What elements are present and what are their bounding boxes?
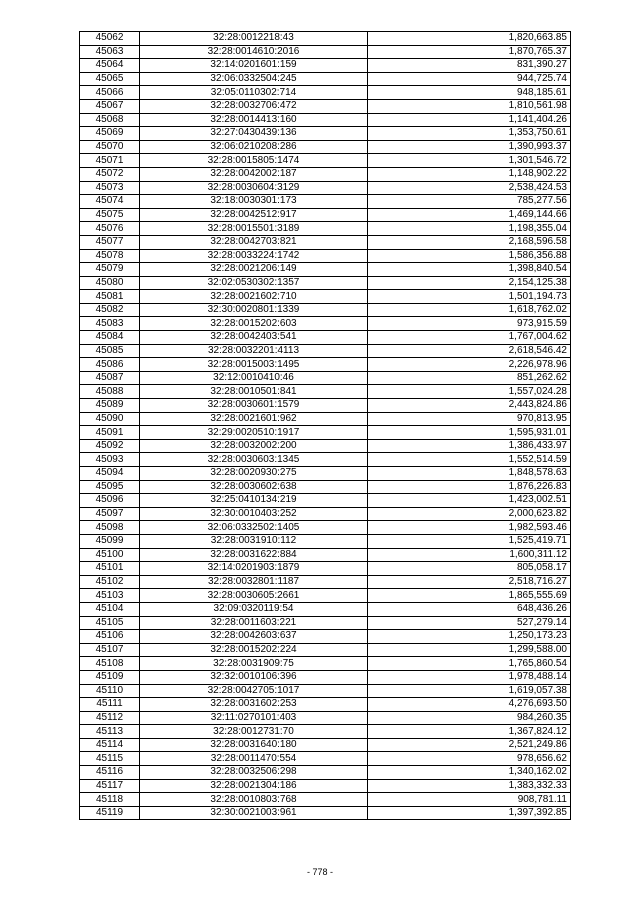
table-row [80,72,571,86]
records-table [79,31,571,820]
record-number-cell: 45066 [80,86,140,100]
cadastral-number-cell: 32:28:0030602:638 [140,480,368,494]
cadastral-number-cell: 32:27:0430439:136 [140,127,368,141]
cadastral-number-cell: 32:28:0031622:884 [140,548,368,562]
amount-cell: 831,390.27 [368,59,571,73]
amount-cell: 1,820,663.85 [368,32,571,46]
cadastral-number-cell: 32:28:0042512:917 [140,208,368,222]
amount-cell: 1,469,144.66 [368,208,571,222]
amount-cell: 1,765,860.54 [368,657,571,671]
amount-cell: 1,423,002.51 [368,494,571,508]
cadastral-number-cell: 32:06:0332502:1405 [140,521,368,535]
table-row [80,725,571,739]
cadastral-number-cell: 32:28:0014413:160 [140,113,368,127]
record-number-cell: 45104 [80,602,140,616]
amount-cell: 1,618,762.02 [368,303,571,317]
table-row [80,534,571,548]
amount-cell: 1,525,419.71 [368,534,571,548]
record-number-cell: 45064 [80,59,140,73]
cadastral-number-cell: 32:30:0020801:1339 [140,303,368,317]
amount-cell: 785,277.56 [368,195,571,209]
cadastral-number-cell: 32:32:0010106:396 [140,670,368,684]
cadastral-number-cell: 32:28:0011470:554 [140,752,368,766]
amount-cell: 1,398,840.54 [368,263,571,277]
record-number-cell: 45077 [80,235,140,249]
table-row [80,793,571,807]
cadastral-number-cell: 32:28:0015501:3189 [140,222,368,236]
cadastral-number-cell: 32:28:0032801:1187 [140,575,368,589]
amount-cell: 1,299,588.00 [368,643,571,657]
amount-cell: 984,260.35 [368,711,571,725]
table-row [80,154,571,168]
table-row [80,711,571,725]
cadastral-number-cell: 32:28:0032002:200 [140,439,368,453]
table-row [80,630,571,644]
table-row [80,806,571,820]
amount-cell: 948,185.61 [368,86,571,100]
cadastral-number-cell: 32:28:0015202:224 [140,643,368,657]
cadastral-number-cell: 32:02:0530302:1357 [140,276,368,290]
cadastral-number-cell: 32:28:0042403:541 [140,331,368,345]
cadastral-number-cell: 32:28:0030605:2661 [140,589,368,603]
amount-cell: 2,518,716.27 [368,575,571,589]
amount-cell: 1,198,355.04 [368,222,571,236]
table-row [80,32,571,46]
records-table-body [80,32,571,820]
cadastral-number-cell: 32:28:0015805:1474 [140,154,368,168]
table-row [80,562,571,576]
amount-cell: 2,538,424.53 [368,181,571,195]
table-row [80,779,571,793]
amount-cell: 970,813.95 [368,412,571,426]
record-number-cell: 45065 [80,72,140,86]
table-row [80,453,571,467]
amount-cell: 527,279.14 [368,616,571,630]
table-row [80,303,571,317]
cadastral-number-cell: 32:28:0030604:3129 [140,181,368,195]
amount-cell: 2,000,623.82 [368,507,571,521]
cadastral-number-cell: 32:11:0270101:403 [140,711,368,725]
table-row [80,426,571,440]
amount-cell: 1,552,514.59 [368,453,571,467]
record-number-cell: 45062 [80,32,140,46]
table-row [80,738,571,752]
cadastral-number-cell: 32:30:0010403:252 [140,507,368,521]
table-row [80,167,571,181]
record-number-cell: 45093 [80,453,140,467]
record-number-cell: 45112 [80,711,140,725]
table-row [80,752,571,766]
record-number-cell: 45094 [80,467,140,481]
table-row [80,399,571,413]
record-number-cell: 45116 [80,766,140,780]
table-row [80,317,571,331]
record-number-cell: 45092 [80,439,140,453]
record-number-cell: 45074 [80,195,140,209]
table-row [80,222,571,236]
cadastral-number-cell: 32:28:0033224:1742 [140,249,368,263]
record-number-cell: 45097 [80,507,140,521]
amount-cell: 1,767,004.62 [368,331,571,345]
cadastral-number-cell: 32:28:0042705:1017 [140,684,368,698]
record-number-cell: 45100 [80,548,140,562]
amount-cell: 1,353,750.61 [368,127,571,141]
table-row [80,45,571,59]
record-number-cell: 45113 [80,725,140,739]
table-row [80,698,571,712]
record-number-cell: 45114 [80,738,140,752]
cadastral-number-cell: 32:28:0042703:821 [140,235,368,249]
amount-cell: 1,982,593.46 [368,521,571,535]
record-number-cell: 45106 [80,630,140,644]
record-number-cell: 45081 [80,290,140,304]
cadastral-number-cell: 32:14:0201601:159 [140,59,368,73]
table-row [80,480,571,494]
table-row [80,235,571,249]
record-number-cell: 45110 [80,684,140,698]
record-number-cell: 45118 [80,793,140,807]
record-number-cell: 45115 [80,752,140,766]
cadastral-number-cell: 32:06:0332504:245 [140,72,368,86]
amount-cell: 1,865,555.69 [368,589,571,603]
amount-cell: 1,383,332.33 [368,779,571,793]
record-number-cell: 45103 [80,589,140,603]
amount-cell: 1,390,993.37 [368,140,571,154]
record-number-cell: 45076 [80,222,140,236]
amount-cell: 1,367,824.12 [368,725,571,739]
cadastral-number-cell: 32:28:0032706:472 [140,99,368,113]
table-row [80,290,571,304]
record-number-cell: 45085 [80,344,140,358]
cadastral-number-cell: 32:25:0410134:219 [140,494,368,508]
amount-cell: 908,781.11 [368,793,571,807]
cadastral-number-cell: 32:28:0021601:962 [140,412,368,426]
record-number-cell: 45070 [80,140,140,154]
table-row [80,575,571,589]
amount-cell: 1,397,392.85 [368,806,571,820]
table-row [80,181,571,195]
cadastral-number-cell: 32:28:0012218:43 [140,32,368,46]
table-row [80,344,571,358]
table-row [80,208,571,222]
amount-cell: 2,521,249.86 [368,738,571,752]
table-row [80,548,571,562]
amount-cell: 1,501,194.73 [368,290,571,304]
amount-cell: 1,340,162.02 [368,766,571,780]
record-number-cell: 45102 [80,575,140,589]
table-row [80,385,571,399]
cadastral-number-cell: 32:28:0042002:187 [140,167,368,181]
cadastral-number-cell: 32:28:0020930:275 [140,467,368,481]
cadastral-number-cell: 32:28:0021304:186 [140,779,368,793]
cadastral-number-cell: 32:28:0015202:603 [140,317,368,331]
cadastral-number-cell: 32:28:0042603:637 [140,630,368,644]
cadastral-number-cell: 32:28:0030601:1579 [140,399,368,413]
amount-cell: 648,436.26 [368,602,571,616]
cadastral-number-cell: 32:28:0010803:768 [140,793,368,807]
record-number-cell: 45101 [80,562,140,576]
table-row [80,494,571,508]
cadastral-number-cell: 32:28:0032201:4113 [140,344,368,358]
table-row [80,643,571,657]
record-number-cell: 45090 [80,412,140,426]
record-number-cell: 45108 [80,657,140,671]
cadastral-number-cell: 32:30:0021003:961 [140,806,368,820]
cadastral-number-cell: 32:29:0020510:1917 [140,426,368,440]
cadastral-number-cell: 32:12:0010410:46 [140,371,368,385]
record-number-cell: 45084 [80,331,140,345]
amount-cell: 2,154,125.38 [368,276,571,290]
amount-cell: 1,600,311.12 [368,548,571,562]
table-row [80,602,571,616]
amount-cell: 1,386,433.97 [368,439,571,453]
amount-cell: 1,848,578.63 [368,467,571,481]
amount-cell: 1,250,173.23 [368,630,571,644]
cadastral-number-cell: 32:14:0201903:1879 [140,562,368,576]
amount-cell: 1,810,561.98 [368,99,571,113]
amount-cell: 1,595,931.01 [368,426,571,440]
table-row [80,113,571,127]
amount-cell: 1,876,226.83 [368,480,571,494]
table-row [80,331,571,345]
cadastral-number-cell: 32:28:0010501:841 [140,385,368,399]
table-row [80,263,571,277]
table-row [80,249,571,263]
cadastral-number-cell: 32:28:0030603:1345 [140,453,368,467]
cadastral-number-cell: 32:28:0012731:70 [140,725,368,739]
record-number-cell: 45063 [80,45,140,59]
cadastral-number-cell: 32:28:0031602:253 [140,698,368,712]
amount-cell: 1,141,404.26 [368,113,571,127]
record-number-cell: 45069 [80,127,140,141]
table-row [80,86,571,100]
record-number-cell: 45086 [80,358,140,372]
table-row [80,589,571,603]
table-row [80,507,571,521]
cadastral-number-cell: 32:06:0210208:286 [140,140,368,154]
record-number-cell: 45117 [80,779,140,793]
record-number-cell: 45072 [80,167,140,181]
cadastral-number-cell: 32:05:0110302:714 [140,86,368,100]
record-number-cell: 45089 [80,399,140,413]
table-row [80,467,571,481]
table-row [80,276,571,290]
table-row [80,684,571,698]
table-row [80,99,571,113]
amount-cell: 1,301,546.72 [368,154,571,168]
record-number-cell: 45109 [80,670,140,684]
amount-cell: 2,618,546.42 [368,344,571,358]
record-number-cell: 45105 [80,616,140,630]
amount-cell: 944,725.74 [368,72,571,86]
amount-cell: 1,619,057.38 [368,684,571,698]
amount-cell: 2,168,596.58 [368,235,571,249]
record-number-cell: 45088 [80,385,140,399]
amount-cell: 1,586,356.88 [368,249,571,263]
table-row [80,371,571,385]
table-row [80,616,571,630]
cadastral-number-cell: 32:28:0031640:180 [140,738,368,752]
record-number-cell: 45091 [80,426,140,440]
record-number-cell: 45082 [80,303,140,317]
cadastral-number-cell: 32:28:0021602:710 [140,290,368,304]
table-row [80,195,571,209]
table-row [80,521,571,535]
table-row [80,127,571,141]
table-row [80,358,571,372]
cadastral-number-cell: 32:28:0011603:221 [140,616,368,630]
record-number-cell: 45067 [80,99,140,113]
record-number-cell: 45079 [80,263,140,277]
table-row [80,59,571,73]
table-row [80,670,571,684]
record-number-cell: 45080 [80,276,140,290]
amount-cell: 1,978,488.14 [368,670,571,684]
amount-cell: 4,276,693.50 [368,698,571,712]
record-number-cell: 45111 [80,698,140,712]
amount-cell: 1,148,902.22 [368,167,571,181]
cadastral-number-cell: 32:18:0030301:173 [140,195,368,209]
record-number-cell: 45071 [80,154,140,168]
record-number-cell: 45078 [80,249,140,263]
table-row [80,412,571,426]
page-number: - 778 - [306,867,333,877]
amount-cell: 805,058.17 [368,562,571,576]
record-number-cell: 45087 [80,371,140,385]
amount-cell: 2,443,824.86 [368,399,571,413]
cadastral-number-cell: 32:28:0021206:149 [140,263,368,277]
record-number-cell: 45095 [80,480,140,494]
record-number-cell: 45099 [80,534,140,548]
record-number-cell: 45107 [80,643,140,657]
amount-cell: 973,915.59 [368,317,571,331]
cadastral-number-cell: 32:28:0015003:1495 [140,358,368,372]
table-row [80,766,571,780]
amount-cell: 1,557,024.28 [368,385,571,399]
record-number-cell: 45098 [80,521,140,535]
record-number-cell: 45119 [80,806,140,820]
cadastral-number-cell: 32:28:0031910:112 [140,534,368,548]
record-number-cell: 45083 [80,317,140,331]
amount-cell: 851,262.62 [368,371,571,385]
cadastral-number-cell: 32:28:0014610:2016 [140,45,368,59]
amount-cell: 2,226,978.96 [368,358,571,372]
cadastral-number-cell: 32:28:0031909:75 [140,657,368,671]
record-number-cell: 45075 [80,208,140,222]
table-row [80,439,571,453]
table-row [80,657,571,671]
table-row [80,140,571,154]
record-number-cell: 45096 [80,494,140,508]
amount-cell: 978,656.62 [368,752,571,766]
amount-cell: 1,870,765.37 [368,45,571,59]
cadastral-number-cell: 32:09:0320119:54 [140,602,368,616]
cadastral-number-cell: 32:28:0032506:298 [140,766,368,780]
record-number-cell: 45068 [80,113,140,127]
record-number-cell: 45073 [80,181,140,195]
